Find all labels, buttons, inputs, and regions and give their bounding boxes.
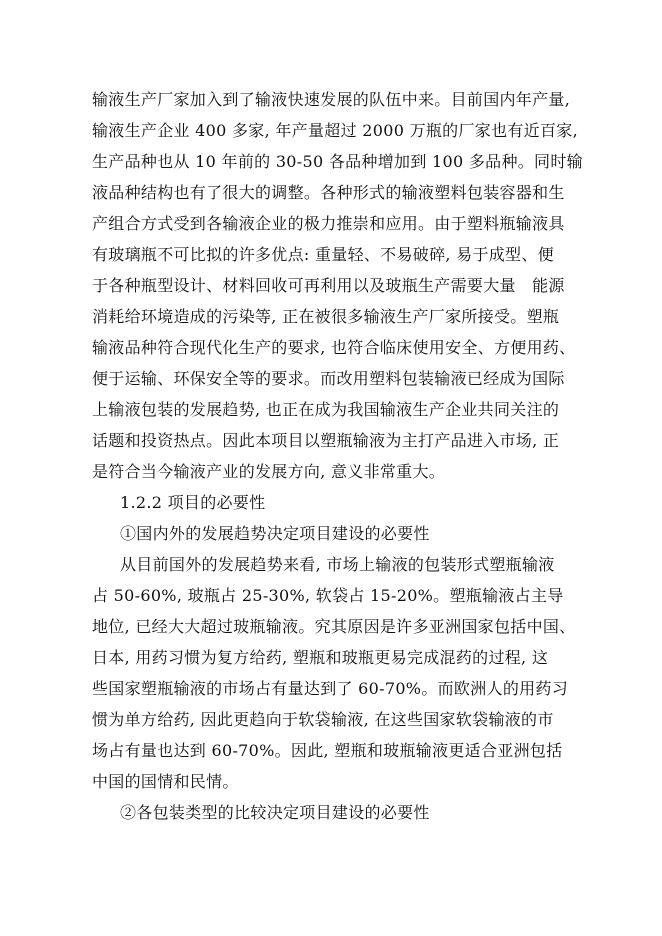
body-text-line: 从目前国外的发展趋势来看, 市场上输液的包装形式塑瓶输液 <box>120 555 555 574</box>
body-text-line: 些国家塑瓶输液的市场占有量达到了 60-70%。而欧洲人的用药习 <box>92 679 569 698</box>
body-text-line: 便于运输、环保安全等的要求。而改用塑料包装输液已经成为国际 <box>92 369 565 388</box>
subsection-heading: ②各包装类型的比较决定项目建设的必要性 <box>120 803 430 822</box>
body-text-line: 场占有量也达到 60-70%。因此, 塑瓶和玻瓶输液更适合亚洲包括 <box>92 741 563 760</box>
body-text-line: 输液品种符合现代化生产的要求, 也符合临床使用安全、方便用药、 <box>92 338 576 357</box>
body-text-line: 生产品种也从 10 年前的 30-50 各品种增加到 100 多品种。同时输 <box>92 152 583 171</box>
body-text-line: 有玻璃瓶不可比拟的许多优点: 重量轻、不易破碎, 易于成型、便 <box>92 245 554 264</box>
body-text-line: 产组合方式受到各输液企业的极力推崇和应用。由于塑料瓶输液具 <box>92 214 565 233</box>
body-text-line: 日本, 用药习惯为复方给药, 塑瓶和玻瓶更易完成混药的过程, 这 <box>92 648 549 667</box>
body-text-line: 液品种结构也有了很大的调整。各种形式的输液塑料包装容器和生 <box>92 183 565 202</box>
body-text-line: 是符合当今输液产业的发展方向, 意义非常重大。 <box>92 462 446 481</box>
body-text-line: 占 50-60%, 玻瓶占 25-30%, 软袋占 15-20%。塑瓶输液占主导 <box>92 586 564 605</box>
body-text-line: 地位, 已经大大超过玻瓶输液。究其原因是许多亚洲国家包括中国、 <box>92 617 576 636</box>
body-text-line: 于各种瓶型设计、材料回收可再利用以及玻瓶生产需要大量 能源 <box>92 276 565 295</box>
body-text-line: 中国的国情和民情。 <box>92 772 239 791</box>
body-text-line: 消耗给环境造成的污染等, 正在被很多输液生产厂家所接受。塑瓶 <box>92 307 560 326</box>
body-text-line: 话题和投资热点。因此本项目以塑瓶输液为主打产品进入市场, 正 <box>92 431 560 450</box>
body-text-line: 上输液包装的发展趋势, 也正在成为我国输液生产企业共同关注的 <box>92 400 560 419</box>
body-text-line: 输液生产厂家加入到了输液快速发展的队伍中来。目前国内年产量, <box>92 90 571 109</box>
section-heading: 1.2.2 项目的必要性 <box>120 493 266 512</box>
subsection-heading: ①国内外的发展趋势决定项目建设的必要性 <box>120 524 430 543</box>
body-text-line: 惯为单方给药, 因此更趋向于软袋输液, 在这些国家软袋输液的市 <box>92 710 554 729</box>
body-text-line: 输液生产企业 400 多家, 年产量超过 2000 万瓶的厂家也有近百家, <box>92 121 578 140</box>
